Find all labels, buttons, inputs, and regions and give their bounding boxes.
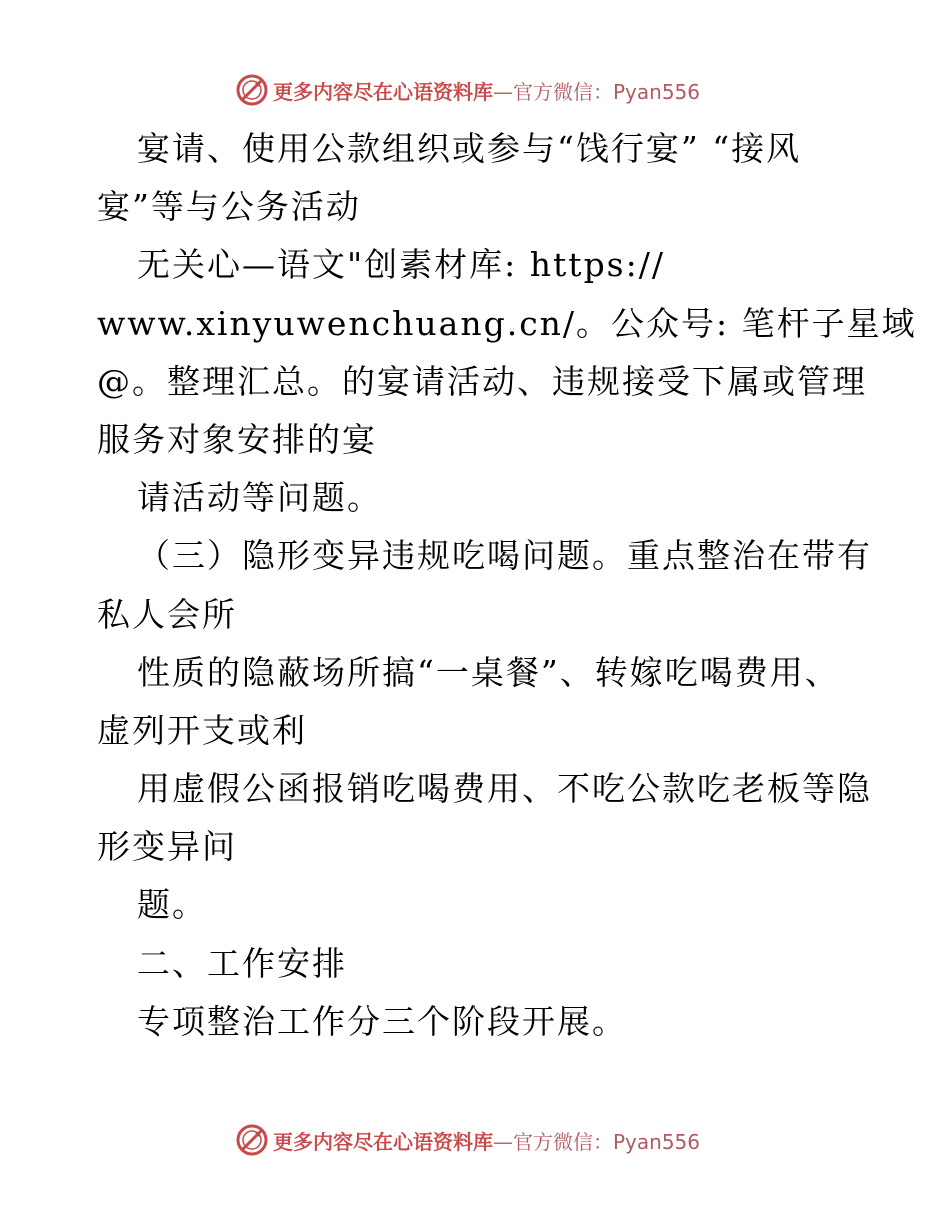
document-body [97,120,917,1051]
banner-dash: — [493,1129,513,1154]
text-line: 虚列开支或利 [97,710,307,750]
text-line: 专项整治工作分三个阶段开展。 [137,1001,627,1041]
text-line: 宴请、使用公款组织或参与“饯行宴” “接风 [137,129,802,168]
text-line: （三）隐形变异违规吃喝问题。重点整治在带有 [137,536,872,576]
banner-main-text: 更多内容尽在心语资料库 [273,79,493,104]
banner-text [273,76,700,105]
text-line: 题。 [137,885,207,925]
footer-banner [235,1122,700,1158]
banner-main-text: 更多内容尽在心语资料库 [273,1129,493,1154]
banner-sub-text: 官方微信： [513,79,613,104]
text-line: 私人会所 [97,594,237,634]
text-line: 宴”等与公务活动 [97,187,361,227]
header-banner [235,72,700,108]
text-line: 请活动等问题。 [137,478,382,518]
text-line: 用虚假公函报销吃喝费用、不吃公款吃老板等隐 [137,769,872,809]
text-line: 形变异问 [97,827,237,867]
banner-text [273,1126,700,1155]
section-heading: 二、工作安排 [137,943,347,983]
banner-wechat-id: Pyan556 [613,1129,701,1154]
seal-logo-icon [235,73,269,107]
seal-logo-icon [235,1123,269,1157]
text-line: @。整理汇总。的宴请活动、违规接受下属或管理 [97,361,867,401]
text-line: 无关心—语文"创素材库: https:// [137,245,665,285]
banner-dash: — [493,79,513,104]
text-line: 性质的隐蔽场所搞“一桌餐”、转嫁吃喝费用、 [137,652,840,692]
banner-sub-text: 官方微信： [513,1129,613,1154]
text-line: 服务对象安排的宴 [97,419,377,459]
banner-wechat-id: Pyan556 [613,79,701,104]
text-line: www.xinyuwenchuang.cn/。公众号: 笔杆子星域 [97,303,917,343]
